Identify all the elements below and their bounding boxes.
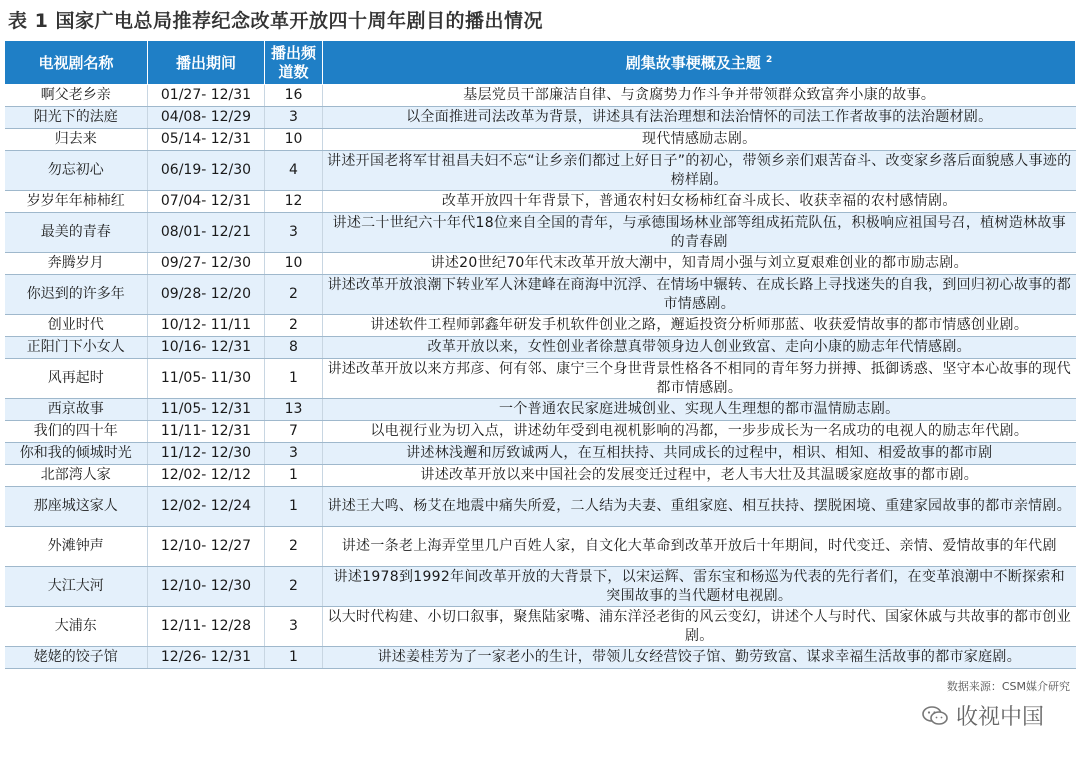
cell-channels: 12: [265, 191, 323, 213]
header-summary: [323, 41, 1076, 85]
cell-channels: 10: [265, 129, 323, 151]
table-title: 表 1 国家广电总局推荐纪念改革开放四十周年剧目的播出情况: [8, 10, 543, 32]
table-row: [5, 85, 1076, 107]
cell-summary: 一个普通农民家庭进城创业、实现人生理想的都市温情励志剧。: [323, 399, 1076, 421]
cell-period: 09/27- 12/30: [148, 253, 265, 275]
cell-name: 正阳门下小女人: [5, 337, 148, 359]
cell-channels: 3: [265, 107, 323, 129]
cell-period: 06/19- 12/30: [148, 151, 265, 191]
cell-summary: 以电视行业为切入点，讲述幼年受到电视机影响的冯都，一步步成长为一名成功的电视人的励志年代剧。: [323, 421, 1076, 443]
cell-name: 奔腾岁月: [5, 253, 148, 275]
table-row: [5, 443, 1076, 465]
cell-name: 西京故事: [5, 399, 148, 421]
cell-channels: 1: [265, 487, 323, 527]
table-row: [5, 399, 1076, 421]
watermark: [922, 700, 1044, 731]
table-row: [5, 359, 1076, 399]
cell-summary: 改革开放以来，女性创业者徐慧真带领身边人创业致富、走向小康的励志年代情感剧。: [323, 337, 1076, 359]
cell-period: 10/12- 11/11: [148, 315, 265, 337]
cell-summary: 讲述1978到1992年间改革开放的大背景下，以宋运辉、雷东宝和杨巡为代表的先行者们，在变革浪潮中不断探索和突围故事的当代题材电视剧。: [323, 567, 1076, 607]
cell-name: 创业时代: [5, 315, 148, 337]
cell-period: 09/28- 12/20: [148, 275, 265, 315]
cell-period: 05/14- 12/31: [148, 129, 265, 151]
header-period: 播出期间: [148, 41, 265, 85]
cell-name: 你迟到的许多年: [5, 275, 148, 315]
cell-name: 大浦东: [5, 607, 148, 647]
cell-name: 风再起时: [5, 359, 148, 399]
cell-period: 11/05- 11/30: [148, 359, 265, 399]
cell-channels: 1: [265, 647, 323, 669]
cell-summary: 讲述开国老将军甘祖昌夫妇不忘“让乡亲们都过上好日子”的初心，带领乡亲们艰苦奋斗、改变家乡落后面貌感人事迹的榜样剧。: [323, 151, 1076, 191]
cell-period: 12/02- 12/12: [148, 465, 265, 487]
table-row: [5, 647, 1076, 669]
cell-channels: 3: [265, 213, 323, 253]
cell-channels: 4: [265, 151, 323, 191]
cell-channels: 3: [265, 607, 323, 647]
cell-channels: 2: [265, 567, 323, 607]
cell-period: 01/27- 12/31: [148, 85, 265, 107]
cell-summary: 讲述软件工程师郭鑫年研发手机软件创业之路，邂逅投资分析师那蓝、收获爱情故事的都市情感创业剧。: [323, 315, 1076, 337]
data-source: 数据来源：CSM媒介研究: [946, 680, 1070, 693]
table-row: [5, 213, 1076, 253]
cell-channels: 3: [265, 443, 323, 465]
cell-name: 大江大河: [5, 567, 148, 607]
cell-summary: 以大时代构建、小切口叙事，聚焦陆家嘴、浦东洋泾老街的风云变幻，讲述个人与时代、国家休戚与共故事的都市创业剧。: [323, 607, 1076, 647]
cell-summary: 讲述二十世纪六十年代18位来自全国的青年，与承德围场林业部等组成拓荒队伍，积极响应祖国号召，植树造林故事的青春剧: [323, 213, 1076, 253]
table-row: [5, 421, 1076, 443]
cell-summary: 讲述林浅邂和厉致诚两人，在互相扶持、共同成长的过程中，相识、相知、相爱故事的都市剧: [323, 443, 1076, 465]
cell-channels: 2: [265, 315, 323, 337]
cell-channels: 7: [265, 421, 323, 443]
cell-period: 12/26- 12/31: [148, 647, 265, 669]
cell-period: 08/01- 12/21: [148, 213, 265, 253]
cell-summary: 现代情感励志剧。: [323, 129, 1076, 151]
cell-name: 啊父老乡亲: [5, 85, 148, 107]
table-row: [5, 253, 1076, 275]
cell-channels: 2: [265, 275, 323, 315]
cell-channels: 16: [265, 85, 323, 107]
cell-name: 最美的青春: [5, 213, 148, 253]
table-row: [5, 607, 1076, 647]
cell-summary: 讲述改革开放浪潮下转业军人沐建峰在商海中沉浮、在情场中辗转、在成长路上寻找迷失的自我，到回归初心故事的都市情感剧。: [323, 275, 1076, 315]
cell-period: 10/16- 12/31: [148, 337, 265, 359]
cell-name: 外滩钟声: [5, 527, 148, 567]
table-row: [5, 107, 1076, 129]
cell-period: 11/05- 12/31: [148, 399, 265, 421]
cell-name: 你和我的倾城时光: [5, 443, 148, 465]
header-row: [5, 41, 1076, 85]
cell-name: 那座城这家人: [5, 487, 148, 527]
cell-channels: 1: [265, 465, 323, 487]
cell-name: 姥姥的饺子馆: [5, 647, 148, 669]
header-summary-sup: 2: [765, 55, 773, 65]
table-row: [5, 337, 1076, 359]
cell-name: 阳光下的法庭: [5, 107, 148, 129]
cell-period: 12/02- 12/24: [148, 487, 265, 527]
table-row: [5, 191, 1076, 213]
broadcast-table: [4, 40, 1076, 669]
cell-name: 我们的四十年: [5, 421, 148, 443]
cell-summary: 以全面推进司法改革为背景，讲述具有法治理想和法治情怀的司法工作者故事的法治题材剧。: [323, 107, 1076, 129]
cell-name: 归去来: [5, 129, 148, 151]
header-summary-label: 剧集故事梗概及主题: [625, 54, 761, 72]
cell-period: 04/08- 12/29: [148, 107, 265, 129]
table-row: [5, 129, 1076, 151]
cell-period: 11/11- 12/31: [148, 421, 265, 443]
cell-summary: 讲述姜桂芳为了一家老小的生计，带领儿女经营饺子馆、勤劳致富、谋求幸福生活故事的都市家庭剧。: [323, 647, 1076, 669]
cell-period: 12/10- 12/30: [148, 567, 265, 607]
cell-name: 勿忘初心: [5, 151, 148, 191]
cell-summary: 改革开放四十年背景下，普通农村妇女杨柿红奋斗成长、收获幸福的农村感情剧。: [323, 191, 1076, 213]
cell-channels: 13: [265, 399, 323, 421]
cell-channels: 10: [265, 253, 323, 275]
header-channels: [265, 41, 323, 85]
cell-summary: 基层党员干部廉洁自律、与贪腐势力作斗争并带领群众致富奔小康的故事。: [323, 85, 1076, 107]
table-row: [5, 527, 1076, 567]
cell-channels: 8: [265, 337, 323, 359]
cell-channels: 1: [265, 359, 323, 399]
cell-period: 12/11- 12/28: [148, 607, 265, 647]
watermark-text: 收视中国: [955, 705, 1044, 730]
table-row: [5, 567, 1076, 607]
cell-name: 北部湾人家: [5, 465, 148, 487]
cell-summary: 讲述改革开放以来中国社会的发展变迁过程中，老人韦大壮及其温暖家庭故事的都市剧。: [323, 465, 1076, 487]
cell-period: 07/04- 12/31: [148, 191, 265, 213]
header-name: 电视剧名称: [5, 41, 148, 85]
table-row: [5, 275, 1076, 315]
cell-summary: 讲述一条老上海弄堂里几户百姓人家，自文化大革命到改革开放后十年期间，时代变迁、亲情、爱情故事的年代剧: [323, 527, 1076, 567]
table-row: [5, 151, 1076, 191]
cell-period: 11/12- 12/30: [148, 443, 265, 465]
table-row: [5, 465, 1076, 487]
cell-summary: 讲述改革开放以来方邦彦、何有邻、康宁三个身世背景性格各不相同的青年努力拼搏、抵御诱惑、坚守本心故事的现代都市情感剧。: [323, 359, 1076, 399]
cell-period: 12/10- 12/27: [148, 527, 265, 567]
table-row: [5, 315, 1076, 337]
header-channels-line1: 播出频: [270, 43, 316, 62]
header-channels-line2: 道数: [278, 62, 309, 81]
cell-name: 岁岁年年柿柿红: [5, 191, 148, 213]
cell-channels: 2: [265, 527, 323, 567]
wechat-icon: [922, 706, 948, 726]
table-row: [5, 487, 1076, 527]
cell-summary: 讲述王大鸣、杨艾在地震中痛失所爱，二人结为夫妻、重组家庭、相互扶持、摆脱困境、重建家园故事的都市亲情剧。: [323, 487, 1076, 527]
cell-summary: 讲述20世纪70年代末改革开放大潮中，知青周小强与刘立夏艰难创业的都市励志剧。: [323, 253, 1076, 275]
table-body: [5, 85, 1076, 669]
